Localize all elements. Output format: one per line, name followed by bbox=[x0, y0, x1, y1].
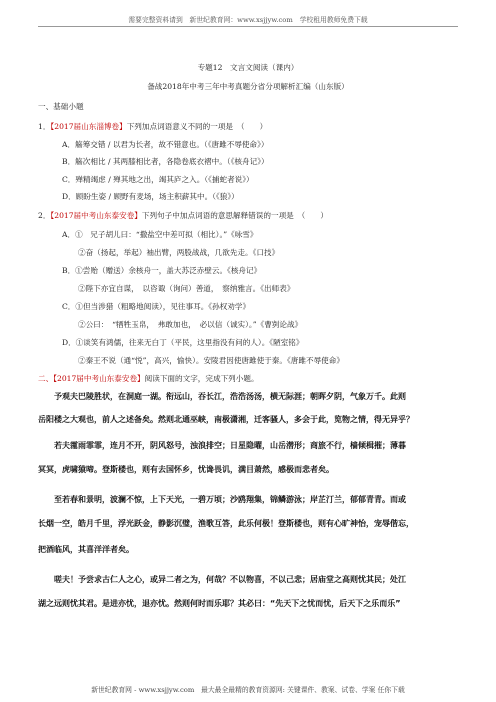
section-heading-basic: 一、基础小题 bbox=[38, 102, 84, 111]
q2-option-d2: ②秦王不说（通“悦”，高兴，愉快）。安陵君因使唐雎使于秦。《唐雎不辱使命》 bbox=[78, 356, 344, 365]
q1-option-b: B．觞次相比 / 其两膝相比者，各隐卷底衣褶中。（《核舟记》） bbox=[62, 157, 269, 166]
passage-line: 予观夫巴陵胜状，在洞庭一湖。衔远山，吞长江，浩浩汤汤，横无际涯；朝晖夕阴，气象万千。此则 bbox=[38, 392, 406, 401]
page-footer: 新世纪教育网 - www.xsjjyw.com 最大最全最精的教育资源网: 关键课件、教案、试卷、学案 任你下载 bbox=[91, 686, 405, 694]
passage-line: 至若春和景明，波澜不惊，上下天光，一碧万顷；沙鸥翔集，锦鳞游泳；岸芷汀兰，郁郁青青。而或 bbox=[38, 495, 406, 504]
question-1-source-tag: 【2017届山东淄博卷】 bbox=[50, 122, 127, 131]
doc-subtitle: 备战2018年中考三年中考真题分省分项解析汇编（山东版） bbox=[147, 82, 349, 91]
q2-option-b1: B．①尝贻（赠送）余核舟一，盖大苏泛赤壁云。《核舟记》 bbox=[62, 266, 262, 275]
question-1 bbox=[38, 121, 267, 132]
passage-line: 岳阳楼之大观也，前人之述备矣。然则北通巫峡，南极潇湘，迁客骚人，多会于此，览物之情，得无异乎？ bbox=[38, 415, 414, 424]
question-2-number: 2． bbox=[38, 211, 51, 220]
question-2-stem: 下列句子中加点词语的意思解释错误的一项是 （ ） bbox=[141, 211, 328, 220]
q1-option-a: A．觞筹交错 / 以君为长者，故不错意也。（《唐雎不辱使命》） bbox=[62, 140, 269, 149]
passage-line: 冥冥，虎啸猿啼。登斯楼也，则有去国怀乡，忧谗畏讥，满目萧然，感极而悲者矣。 bbox=[38, 465, 334, 474]
passage-line: 嗟夫！予尝求古仁人之心，或异二者之为，何哉？不以物喜，不以己悲；居庙堂之高则忧其民；处江 bbox=[38, 575, 406, 584]
passage-line: 长烟一空，皓月千里，浮光跃金，静影沉璧，渔歌互答，此乐何极！登斯楼也，则有心旷神怡，宠辱偕忘， bbox=[38, 519, 414, 528]
passage-line: 湖之远则忧其君。是进亦忧，退亦忧。然则何时而乐耶？其必曰：“先天下之忧而忧，后天下之乐而乐” bbox=[38, 599, 401, 608]
q2-option-d1: D．①谈笑有鸿儒，往来无白丁（平民，这里指没有问的人）。《陋室铭》 bbox=[62, 338, 304, 347]
q2-option-b2: ②陛下亦宜自谋， 以咨诹（询问）善道， 察纳雅言。《出师表》 bbox=[78, 284, 295, 293]
passage-line: 把酒临风，其喜洋洋者矣。 bbox=[38, 545, 134, 554]
q1-option-d: D．顾盼生姿 / 顾野有麦场，场主积薪其中。（《狼》） bbox=[62, 192, 239, 201]
question-1-stem: 下列加点词语意义不同的一项是 （ ） bbox=[126, 122, 268, 131]
section-2-instruction: 阅读下面的文字，完成下列小题。 bbox=[144, 374, 259, 383]
question-2 bbox=[38, 210, 328, 221]
question-2-source-tag: 【2017届中考山东泰安卷】 bbox=[50, 211, 142, 220]
top-banner: 需要完整资料请到 新世纪教育网：www.xsjjyw.com 学校租用教师免费下载 bbox=[128, 16, 368, 24]
section-2-number: 二、 bbox=[38, 374, 54, 383]
q2-option-c2: ②公曰： “牺牲玉帛， 弗敢加也， 必以信（诚实）。”《曹刿论战》 bbox=[78, 320, 303, 329]
section-2-source-tag: 【2017届中考山东泰安卷】 bbox=[53, 374, 145, 383]
header-rule bbox=[38, 26, 458, 27]
q2-option-a2: ②奋（扬起，举起）袖出臂，两股战战，几欲先走。《口技》 bbox=[78, 248, 280, 257]
doc-title: 专题12 文言文阅读（课内） bbox=[197, 63, 299, 72]
section-heading-reading bbox=[38, 373, 259, 384]
passage-line: 若夫霪雨霏霏，连月不开，阴风怒号，浊浪排空；日星隐曜，山岳潜形；商旅不行，樯倾楫摧；薄暮 bbox=[38, 441, 406, 450]
q2-option-c1: C．①但当涉猎（粗略地阅读），见往事耳。《孙权劝学》 bbox=[62, 302, 251, 311]
question-1-number: 1． bbox=[38, 122, 51, 131]
q2-option-a1: A．① 兄子胡儿曰：“撒盐空中差可拟（相比）。”《咏雪》 bbox=[62, 230, 258, 239]
q1-option-c: C．殚精竭虑 / 殚其地之出，竭其庐之入。（《捕蛇者说》） bbox=[62, 175, 254, 184]
